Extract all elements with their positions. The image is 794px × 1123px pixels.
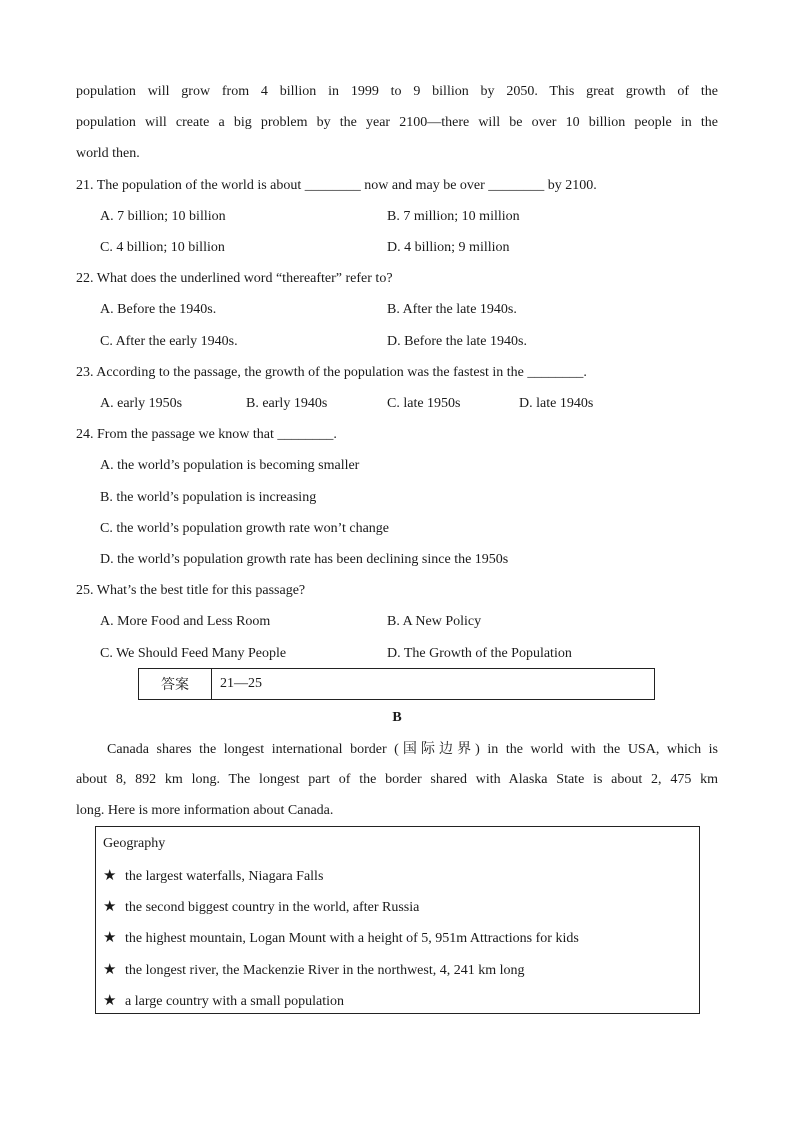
answer-label: 答案	[139, 669, 212, 699]
question-22-option-a: A. Before the 1940s.	[100, 302, 217, 317]
question-23-stem: 23. According to the passage, the growth of the population was the fastest in the ________.	[76, 365, 587, 380]
info-item-text: the highest mountain, Logan Mount with a height of 5, 951m Attractions for kids	[125, 931, 579, 946]
answer-value: 21—25	[220, 676, 262, 691]
question-22-option-d: D. Before the late 1940s.	[387, 334, 527, 349]
question-23-option-d: D. late 1940s	[519, 396, 594, 411]
question-24-option-a: A. the world’s population is becoming smaller	[100, 458, 360, 473]
question-21-option-c: C. 4 billion; 10 billion	[100, 240, 225, 255]
passage-line-2: population will create a big problem by the year 2100—there will be over 10 billion people in the	[76, 115, 718, 130]
question-24-option-c: C. the world’s population growth rate won’t change	[100, 521, 390, 536]
geography-info-box	[95, 826, 700, 1014]
section-b-line-1-post: ) in the world with the USA, which is	[475, 742, 718, 757]
info-item-text: a large country with a small population	[125, 994, 345, 1009]
info-item	[103, 990, 344, 1012]
section-b-line-1-pre: Canada shares the longest international border (	[107, 742, 399, 757]
info-item	[103, 927, 579, 949]
question-24-stem: 24. From the passage we know that ________.	[76, 427, 337, 442]
question-21-option-a: A. 7 billion; 10 billion	[100, 209, 226, 224]
question-25-stem: 25. What’s the best title for this passage?	[76, 583, 306, 598]
question-24-option-b: B. the world’s population is increasing	[100, 490, 317, 505]
section-b-line-2: about 8, 892 km long. The longest part of the border shared with Alaska State is about 2, 475 km	[76, 772, 718, 787]
question-21-option-d: D. 4 billion; 9 million	[387, 240, 510, 255]
star-icon: ★	[103, 866, 117, 884]
question-25-option-b: B. A New Policy	[387, 614, 482, 629]
question-25-option-d: D. The Growth of the Population	[387, 646, 572, 661]
section-b-line-1	[76, 739, 718, 760]
passage-line-3: world then.	[76, 146, 140, 161]
question-25-option-a: A. More Food and Less Room	[100, 614, 271, 629]
star-icon: ★	[103, 897, 117, 915]
info-item-text: the longest river, the Mackenzie River in the northwest, 4, 241 km long	[125, 963, 525, 978]
question-22-option-c: C. After the early 1940s.	[100, 334, 238, 349]
question-25-option-c: C. We Should Feed Many People	[100, 646, 287, 661]
info-box-title: Geography	[103, 836, 166, 851]
info-item	[103, 865, 323, 887]
info-item-text: the second biggest country in the world, after Russia	[125, 900, 420, 915]
question-21-option-b: B. 7 million; 10 million	[387, 209, 520, 224]
question-22-stem: 22. What does the underlined word “thereafter” refer to?	[76, 271, 393, 286]
question-23-option-b: B. early 1940s	[246, 396, 328, 411]
section-b-heading: B	[392, 710, 402, 725]
info-item-text: the largest waterfalls, Niagara Falls	[125, 869, 324, 884]
question-23-option-a: A. early 1950s	[100, 396, 183, 411]
info-item	[103, 959, 525, 981]
answer-table	[138, 668, 655, 700]
passage-line-1: population will grow from 4 billion in 1999 to 9 billion by 2050. This great growth of the	[76, 84, 718, 99]
star-icon: ★	[103, 960, 117, 978]
star-icon: ★	[103, 928, 117, 946]
star-icon: ★	[103, 991, 117, 1009]
question-22-option-b: B. After the late 1940s.	[387, 302, 517, 317]
section-b-line-3: long. Here is more information about Canada.	[76, 803, 334, 818]
info-item	[103, 896, 419, 918]
question-23-option-c: C. late 1950s	[387, 396, 461, 411]
question-24-option-d: D. the world’s population growth rate has been declining since the 1950s	[100, 552, 509, 567]
question-21-stem: 21. The population of the world is about ________ now and may be over ________ by 2100.	[76, 178, 597, 193]
section-b-chinese-gloss: 国际边界	[398, 741, 476, 757]
